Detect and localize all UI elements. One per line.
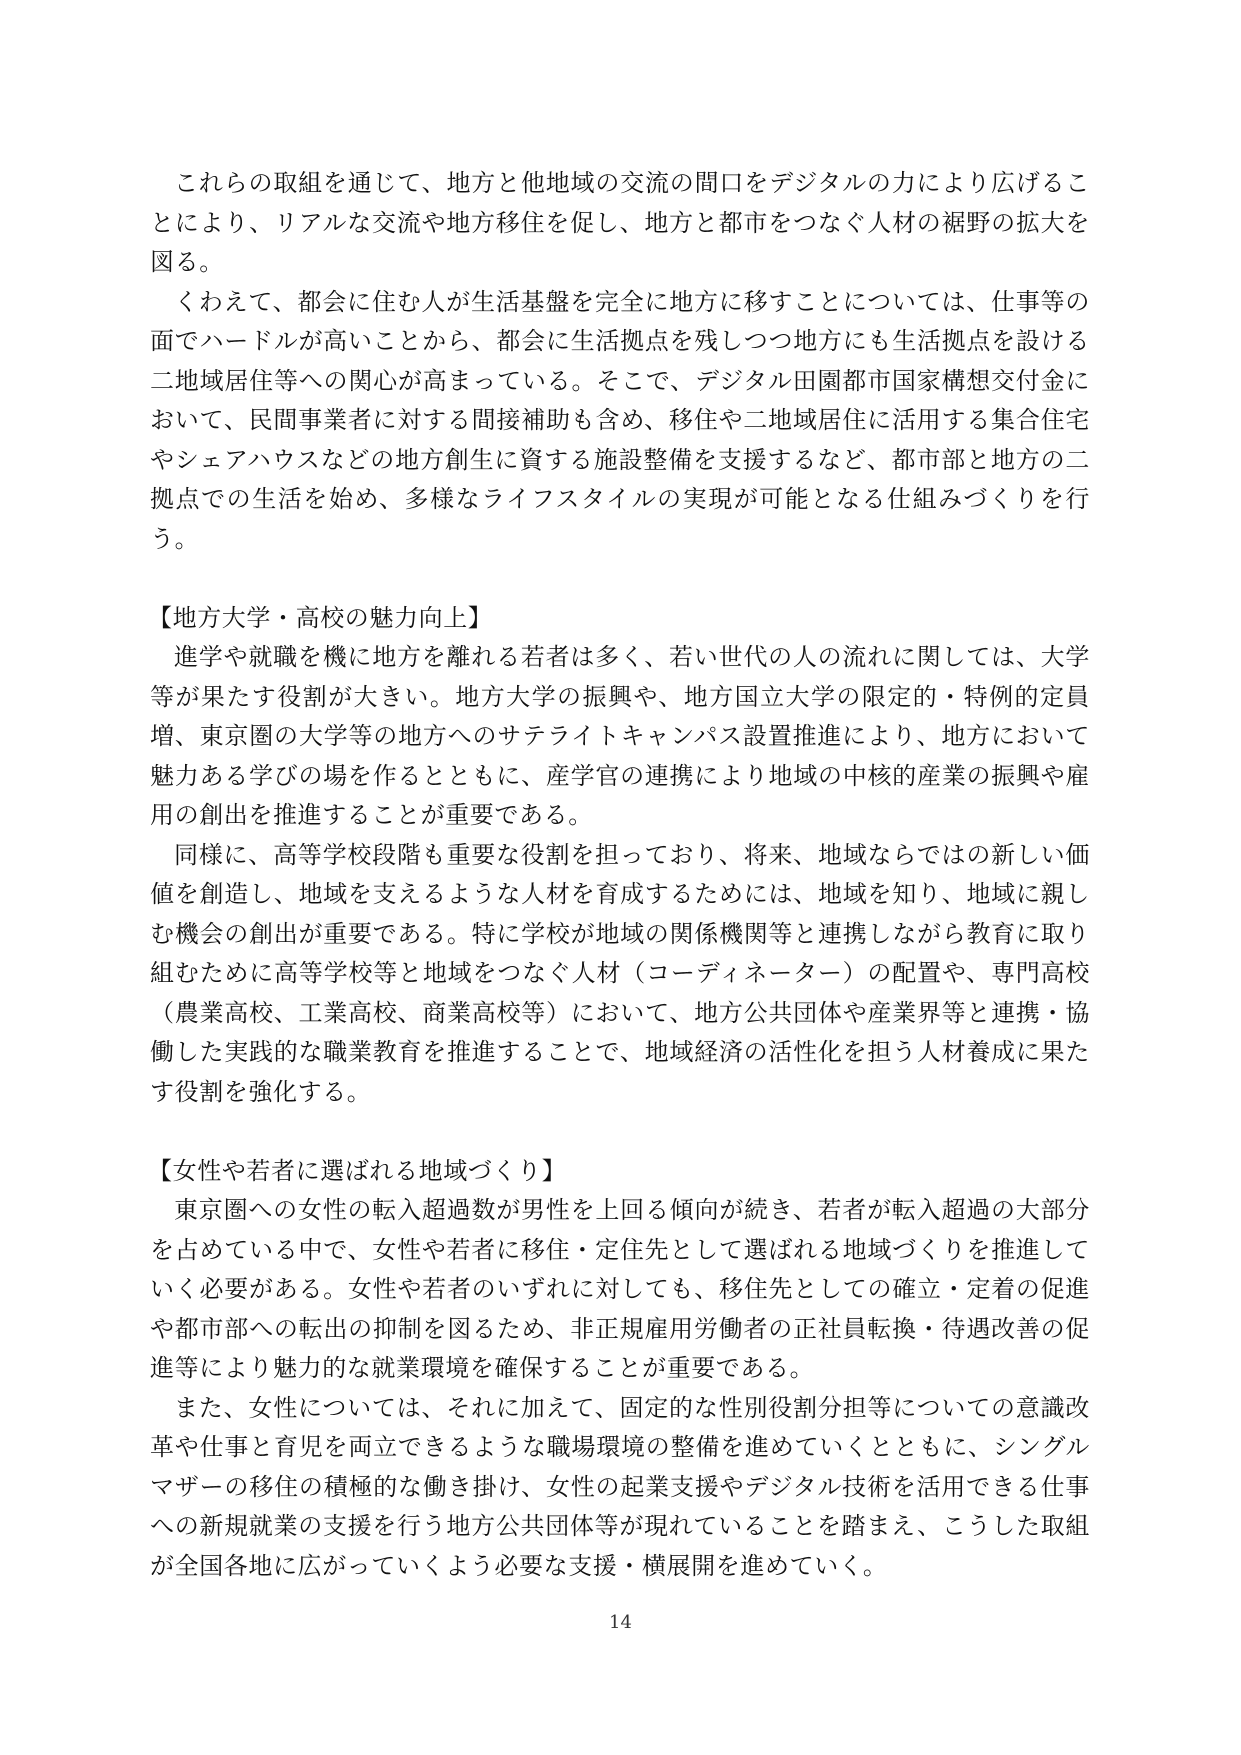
- paragraph: 東京圏への女性の転入超過数が男性を上回る傾向が続き、若者が転入超過の大部分を占めている中で、女性や若者に移住・定住先として選ばれる地域づくりを推進していく必要がある。女性や若者のいずれに対しても、移住先としての確立・定着の促進や都市部への転出の抑制を図るため、非正規雇用労働者の正社員転換・待遇改善の促進等により魅力的な就業環境を確保することが重要である。: [150, 1196, 1090, 1382]
- paragraph: くわえて、都会に住む人が生活基盤を完全に地方に移すことについては、仕事等の面でハードルが高いことから、都会に生活拠点を残しつつ地方にも生活拠点を設ける二地域居住等への関心が高まっている。そこで、デジタル田園都市国家構想交付金において、民間事業者に対する間接補助も含め、移住や二地域居住に活用する集合住宅やシェアハウスなどの地方創生に資する施設整備を支援するなど、都市部と地方の二拠点での生活を始め、多様なライフスタイルの実現が可能となる仕組みづくりを行う。: [150, 287, 1090, 553]
- paragraph: 同様に、高等学校段階も重要な役割を担っており、将来、地域ならではの新しい価値を創造し、地域を支えるような人材を育成するためには、地域を知り、地域に親しむ機会の創出が重要である。特に学校が地域の関係機関等と連携しながら教育に取り組むために高等学校等と地域をつなぐ人材（コーディネーター）の配置や、専門高校（農業高校、工業高校、商業高校等）において、地方公共団体や産業界等と連携・協働した実践的な職業教育を推進することで、地域経済の活性化を担う人材養成に果たす役割を強化する。: [150, 840, 1090, 1106]
- paragraph: 進学や就職を機に地方を離れる若者は多く、若い世代の人の流れに関しては、大学等が果たす役割が大きい。地方大学の振興や、地方国立大学の限定的・特例的定員増、東京圏の大学等の地方へのサテライトキャンパス設置推進により、地方において魅力ある学びの場を作るとともに、産学官の連携により地域の中核的産業の振興や雇用の創出を推進することが重要である。: [150, 643, 1090, 829]
- document-body: [150, 164, 1090, 1586]
- paragraph: また、女性については、それに加えて、固定的な性別役割分担等についての意識改革や仕事と育児を両立できるような職場環境の整備を進めていくとともに、シングルマザーの移住の積極的な働き掛け、女性の起業支援やデジタル技術を活用できる仕事への新規就業の支援を行う地方公共団体等が現れていることを踏まえ、こうした取組が全国各地に広がっていくよう必要な支援・横展開を進めていく。: [150, 1393, 1090, 1580]
- section-heading: 【地方大学・高校の魅力向上】: [148, 603, 493, 632]
- women-youth-section: [150, 1152, 1090, 1587]
- paragraph: これらの取組を通じて、地方と他地域の交流の間口をデジタルの力により広げることにより、リアルな交流や地方移住を促し、地方と都市をつなぐ人材の裾野の拡大を図る。: [150, 169, 1090, 276]
- section-heading: 【女性や若者に選ばれる地域づくり】: [148, 1156, 567, 1185]
- intro-section: [150, 164, 1090, 559]
- universities-section: [150, 599, 1090, 1113]
- page-number: 14: [609, 1612, 632, 1633]
